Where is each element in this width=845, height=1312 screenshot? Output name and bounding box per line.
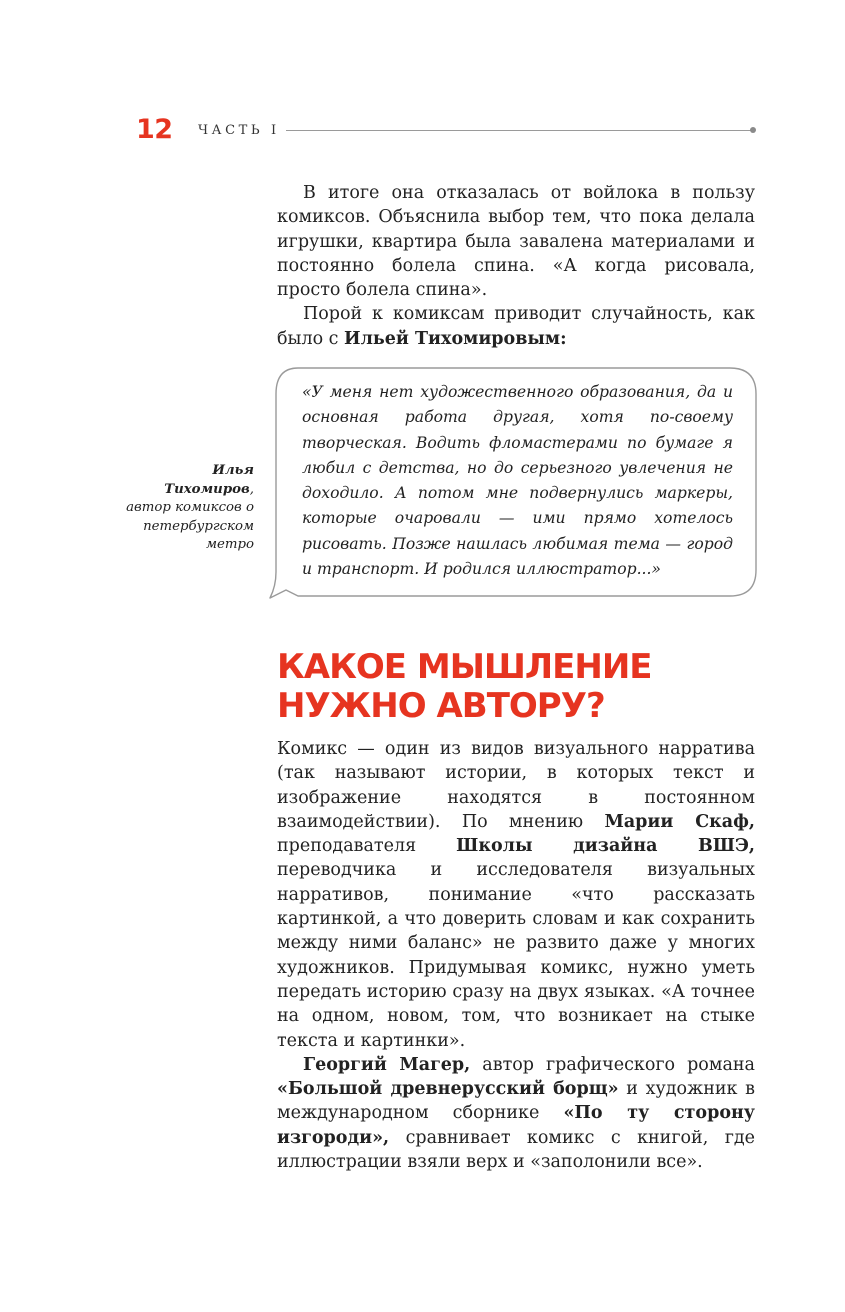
section-p2-text-2: и художник в международном сборнике	[277, 1079, 755, 1124]
school-name: Школы дизайна ВШЭ,	[456, 836, 755, 857]
section-p2-text-3: сравнивает комикс с книгой, где иллюстрации взяли верх и «заполонили все».	[277, 1127, 755, 1173]
page-number: 12	[136, 114, 173, 145]
intro-paragraph-1: В итоге она отказалась от войлока в пользу комиксов. Объяснила выбор тем, что пока делала игрушки, квартира была завалена материалами и постоянно болела спина. «А когда рисовала, просто болела спина».	[277, 183, 755, 301]
running-header	[136, 112, 760, 152]
section-heading-line-2: НУЖНО АВТОРУ?	[277, 686, 605, 726]
section-p1-text-1: Комикс — один из видов визуального нарратива (так называют истории, в которых текст и изображение находятся в постоянном взаимодействии). По мнению	[277, 739, 755, 832]
author-sidenote	[120, 462, 254, 555]
intro-paragraph-2-text: Порой к комиксам приводит случайность, как было с	[277, 304, 755, 349]
part-label: ЧАСТЬ I	[198, 123, 280, 138]
quote-text: «У меня нет художественного образования, да и основная работа другая, хотя по-своему творческая. Водить фломастерами по бумаге я любил с детства, но до серьезного увлечения не доходило. А потом мне подвернулись маркеры, которые очаровали — ими прямо хотелось рисовать. Позже нашлась любимая тема — город и транспорт. И родился иллюстратор...»	[302, 383, 733, 579]
sidenote-name: Илья Тихомиров	[164, 463, 254, 497]
intro-text	[277, 181, 755, 351]
section-text	[277, 737, 755, 1174]
person-name-tikhomirov: Ильей Тихомировым:	[344, 328, 567, 349]
person-name-mager: Георгий Магер,	[303, 1054, 471, 1075]
section-p1-text-2: преподавателя	[277, 836, 457, 857]
novel-title: «Большой древнерусский борщ»	[277, 1079, 619, 1100]
section-paragraph-1	[277, 737, 755, 1053]
person-name-skaf: Марии Скаф,	[604, 811, 756, 832]
section-p2-text-1: автор графического романа	[470, 1054, 755, 1075]
intro-paragraph-2	[277, 302, 755, 351]
header-rule	[286, 130, 751, 131]
anthology-title: «По ту сторону изгороди»,	[277, 1103, 755, 1148]
sidenote-description: , автор комиксов о петербургском метро	[126, 481, 254, 552]
section-heading	[277, 648, 747, 726]
section-heading-line-1: КАКОЕ МЫШЛЕНИЕ	[277, 647, 652, 687]
header-dot	[750, 127, 756, 133]
section-paragraph-2	[277, 1053, 755, 1174]
section-p1-text-3: переводчика и исследователя визуальных нарративов, понимание «что рассказать картинкой, а что доверить словам и как сохранить между ними баланс» не развито даже у многих художников. Придумывая комикс, нужно уметь передать историю сразу на двух языках. «А точнее на одном, новом, том, что возникает на стыке текста и картинки».	[277, 860, 755, 1051]
